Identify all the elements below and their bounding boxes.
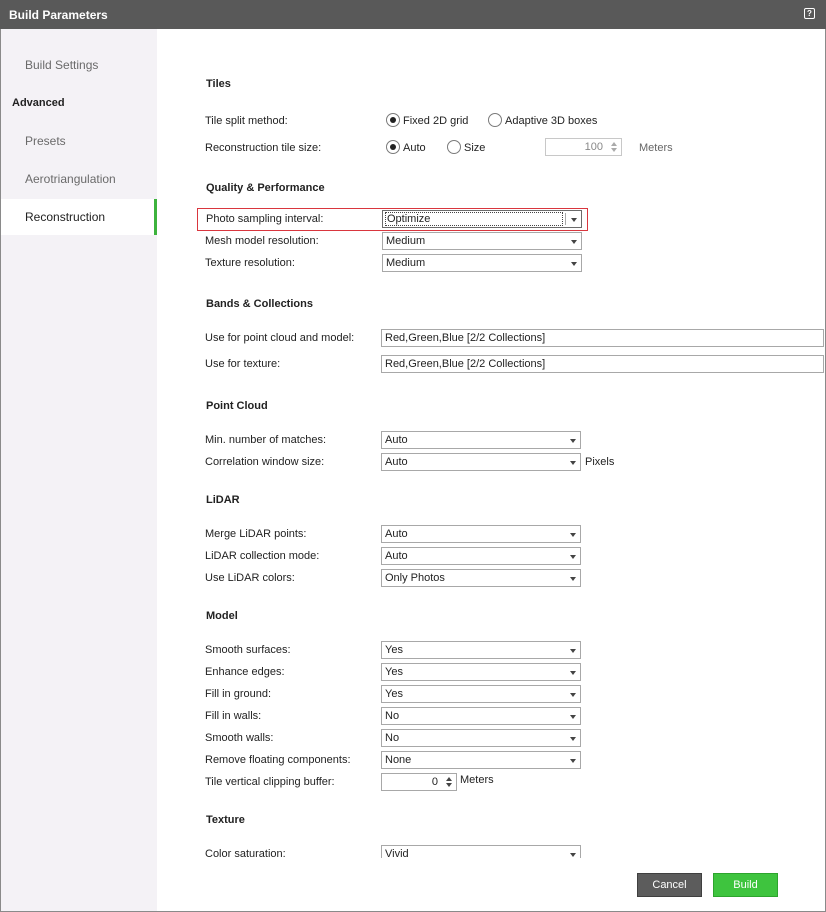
lidar-mode-select[interactable] [381, 547, 581, 565]
tile-size-value: 100 [584, 141, 603, 153]
enhance-edges-label: Enhance edges: [205, 666, 285, 678]
sidebar-section-advanced: Advanced [12, 97, 65, 109]
sidebar [1, 29, 157, 911]
build-button[interactable]: Build [713, 873, 778, 897]
mesh-resolution-value: Medium [386, 235, 426, 247]
clipping-buffer-unit: Meters [460, 774, 494, 786]
chevron-down-icon [570, 555, 576, 559]
title-bar [0, 0, 826, 29]
tile-split-label: Tile split method: [205, 115, 288, 127]
radio-custom-size[interactable] [447, 140, 461, 154]
help-icon[interactable]: ? [804, 8, 815, 19]
radio-adaptive-3d-boxes[interactable] [488, 113, 502, 127]
chevron-down-icon [570, 577, 576, 581]
stepper-up-icon[interactable] [446, 777, 452, 781]
sidebar-item-build-settings[interactable]: Build Settings [25, 58, 99, 72]
chevron-down-icon [571, 240, 577, 244]
smooth-walls-label: Smooth walls: [205, 732, 274, 744]
radio-auto-size-label[interactable]: Auto [403, 142, 426, 154]
texture-resolution-label: Texture resolution: [205, 257, 295, 269]
stepper-down-icon[interactable] [611, 148, 617, 152]
clipping-buffer-label: Tile vertical clipping buffer: [205, 776, 335, 788]
radio-adaptive-3d-boxes-label[interactable]: Adaptive 3D boxes [505, 115, 598, 127]
stepper-down-icon[interactable] [446, 783, 452, 787]
smooth-surfaces-value: Yes [385, 644, 403, 656]
floating-components-value: None [385, 754, 412, 766]
section-heading-lidar: LiDAR [206, 494, 240, 506]
merge-lidar-label: Merge LiDAR points: [205, 528, 307, 540]
enhance-edges-select[interactable] [381, 663, 581, 681]
fill-walls-label: Fill in walls: [205, 710, 262, 722]
chevron-down-icon [570, 461, 576, 465]
texture-bands-field[interactable]: Red,Green,Blue [2/2 Collections] [381, 355, 824, 373]
enhance-edges-value: Yes [385, 666, 403, 678]
tile-size-label: Reconstruction tile size: [205, 142, 322, 154]
photo-sampling-select[interactable] [382, 210, 582, 228]
chevron-down-icon [571, 218, 577, 222]
chevron-down-icon [570, 737, 576, 741]
correlation-window-value: Auto [385, 456, 408, 468]
chevron-down-icon [571, 262, 577, 266]
smooth-surfaces-select[interactable] [381, 641, 581, 659]
section-heading-point-cloud: Point Cloud [206, 400, 268, 412]
window-title: Build Parameters [9, 8, 108, 22]
chevron-down-icon [570, 671, 576, 675]
photo-sampling-value: Optimize [385, 212, 563, 226]
section-heading-texture: Texture [206, 814, 245, 826]
color-saturation-select[interactable] [381, 845, 581, 858]
floating-components-select[interactable] [381, 751, 581, 769]
lidar-colors-value: Only Photos [385, 572, 445, 584]
floating-components-label: Remove floating components: [205, 754, 351, 766]
texture-resolution-value: Medium [386, 257, 426, 269]
point-cloud-bands-field[interactable]: Red,Green,Blue [2/2 Collections] [381, 329, 824, 347]
chevron-down-icon [570, 649, 576, 653]
texture-resolution-select[interactable] [382, 254, 582, 272]
fill-walls-select[interactable] [381, 707, 581, 725]
sidebar-item-reconstruction[interactable]: Reconstruction [1, 199, 157, 235]
section-heading-bands: Bands & Collections [206, 298, 313, 310]
tile-size-stepper[interactable] [545, 138, 622, 156]
lidar-mode-label: LiDAR collection mode: [205, 550, 320, 562]
chevron-down-icon [570, 693, 576, 697]
clipping-buffer-stepper[interactable] [381, 773, 457, 791]
smooth-surfaces-label: Smooth surfaces: [205, 644, 291, 656]
tile-size-unit: Meters [639, 142, 673, 154]
photo-sampling-label: Photo sampling interval: [206, 213, 324, 225]
fill-walls-value: No [385, 710, 400, 722]
chevron-down-icon [570, 853, 576, 857]
radio-custom-size-label[interactable]: Size [464, 142, 486, 154]
stepper-up-icon[interactable] [611, 142, 617, 146]
sidebar-item-aerotriangulation[interactable]: Aerotriangulation [25, 172, 116, 186]
smooth-walls-value: No [385, 732, 400, 744]
fill-ground-label: Fill in ground: [205, 688, 272, 700]
section-heading-quality: Quality & Performance [206, 182, 325, 194]
sidebar-item-presets[interactable]: Presets [25, 134, 66, 148]
select-separator [565, 213, 566, 225]
section-heading-tiles: Tiles [206, 78, 231, 90]
mesh-resolution-label: Mesh model resolution: [205, 235, 319, 247]
radio-fixed-2d-grid-label[interactable]: Fixed 2D grid [403, 115, 469, 127]
correlation-window-select[interactable] [381, 453, 581, 471]
color-saturation-label: Color saturation: [205, 848, 286, 860]
lidar-colors-select[interactable] [381, 569, 581, 587]
color-saturation-clip [381, 845, 581, 858]
point-cloud-bands-label: Use for point cloud and model: [205, 332, 355, 344]
smooth-walls-select[interactable] [381, 729, 581, 747]
cancel-button[interactable]: Cancel [637, 873, 702, 897]
correlation-window-label: Correlation window size: [205, 456, 325, 468]
chevron-down-icon [570, 439, 576, 443]
chevron-down-icon [570, 533, 576, 537]
settings-panel [157, 29, 825, 911]
clipping-buffer-value: 0 [431, 776, 438, 788]
radio-fixed-2d-grid[interactable] [386, 113, 400, 127]
lidar-mode-value: Auto [385, 550, 408, 562]
fill-ground-value: Yes [385, 688, 403, 700]
fill-ground-select[interactable] [381, 685, 581, 703]
min-matches-select[interactable] [381, 431, 581, 449]
min-matches-value: Auto [385, 434, 408, 446]
lidar-colors-label: Use LiDAR colors: [205, 572, 295, 584]
correlation-window-unit: Pixels [585, 456, 615, 468]
radio-auto-size[interactable] [386, 140, 400, 154]
chevron-down-icon [570, 715, 576, 719]
chevron-down-icon [570, 759, 576, 763]
min-matches-label: Min. number of matches: [205, 434, 327, 446]
color-saturation-value: Vivid [385, 848, 409, 858]
section-heading-model: Model [206, 610, 238, 622]
texture-bands-label: Use for texture: [205, 358, 281, 370]
merge-lidar-value: Auto [385, 528, 408, 540]
merge-lidar-select[interactable] [381, 525, 581, 543]
mesh-resolution-select[interactable] [382, 232, 582, 250]
